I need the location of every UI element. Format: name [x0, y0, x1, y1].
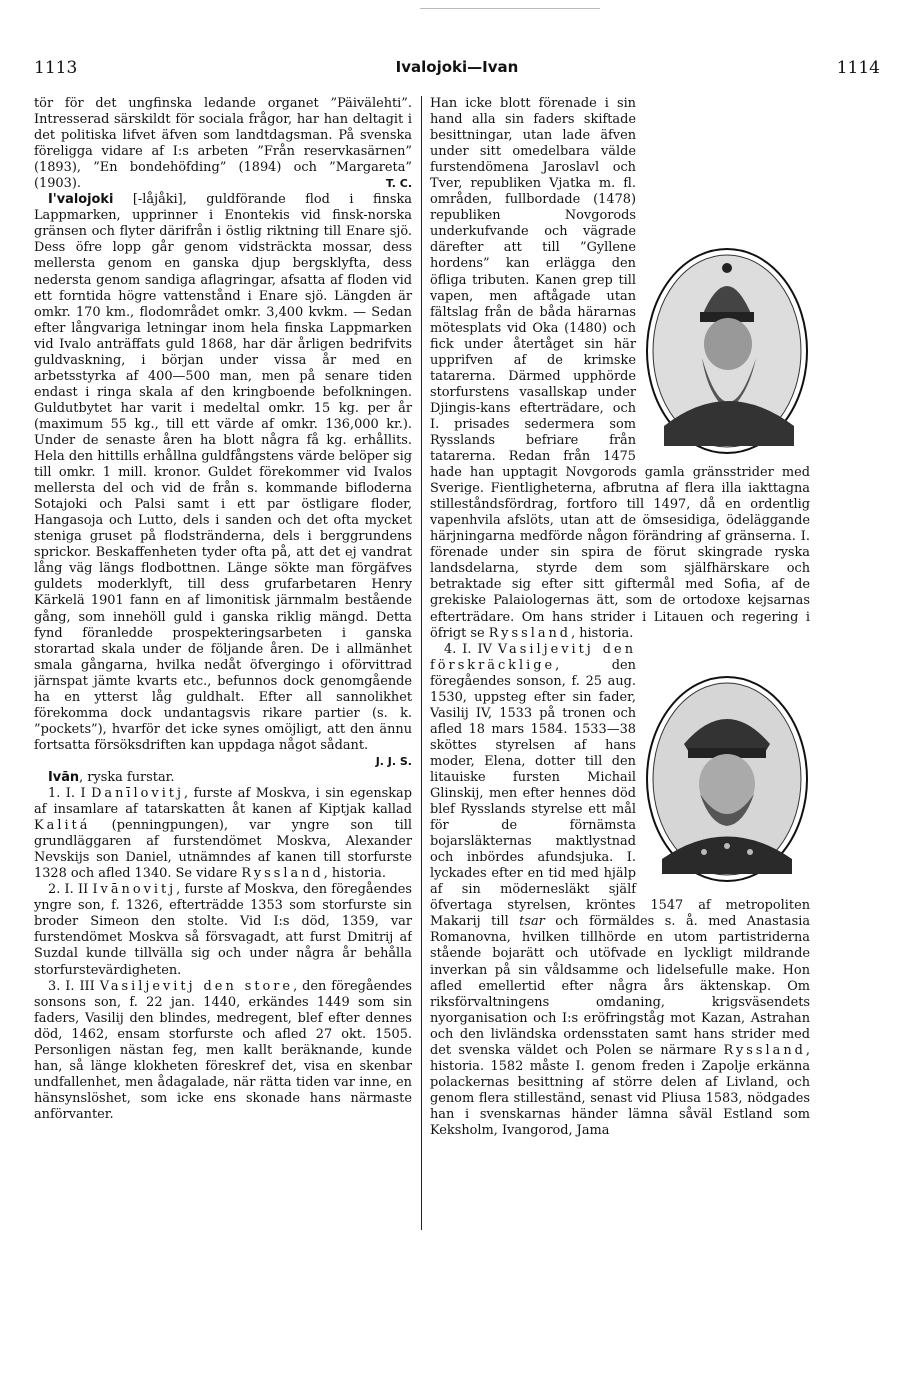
paragraph [430, 96, 810, 642]
subentry-name: Vasiljevitj den store [99, 978, 294, 994]
subentry-ivan-2 [34, 882, 412, 978]
portrait-engraving-icon [644, 246, 810, 456]
cross-reference: Ryssland [723, 1042, 806, 1058]
subentry-text: , furste af Moskva, i sin egenskap af insamlare af tatarskatten åt kanen af Kiptjak kallad [34, 786, 412, 818]
subentry-text: , den föregåendes sonson, f. 25 aug. 1530, uppsteg efter sin fader, Vasilij IV, 1533 på tronen och afled 18 mars 1584. 1533—38 sköttes styrelsen af hans moder, Elena, dotter till den litauiske fursten Michail Glinskij, men efter hennes död blef Rysslands styrelse ett mål för de förnämsta bojarsläkternas maktlystnad och inbördes afundsjuka. I. lyckades efter en tid med hjälp af sin mödernesläkt själf öfvertaga styrelsen, kröntes 1547 af metropoliten Makarij till [430, 657, 810, 930]
paragraph [34, 96, 412, 192]
cross-reference: Ryssland [488, 625, 572, 641]
running-head: Ivalojoki—Ivan [395, 58, 519, 76]
subentry-number: 2. I. II [48, 882, 93, 898]
right-column [430, 96, 810, 1236]
portrait-ivan-iv [644, 674, 810, 884]
author-signature: J. J. S. [375, 754, 412, 768]
entry-ivalojoki [34, 192, 412, 768]
entry-ivan [34, 770, 412, 786]
top-rule [420, 8, 600, 9]
portrait-engraving-icon [644, 674, 810, 884]
subentry-ivan-3 [34, 979, 412, 1123]
page-number-right: 1114 [836, 58, 880, 78]
subentry-ivan-1 [34, 786, 412, 882]
page-number-left: 1113 [34, 58, 78, 78]
headword: Ivān [48, 769, 80, 785]
subentry-number: 1. I. I [48, 786, 92, 802]
subentry-text: , furste af Moskva, den föregåendes yngre son, f. 1326, efterträdde 1353 som storfurste sin broder Simeon den stolte. Vid I:s död, 1359, var furstendömet Moskva så försvagadt, att furst Dmitrij af Suzdal kunde tillvälla sig och under några år behålla storfurstevärdigheten. [34, 882, 412, 978]
column-divider [421, 96, 422, 1230]
subentry-text: (penningpungen), var yngre son till grundläggaren af furstendömet Moskva, Alexander Nevskijs son Daniel, utnämndes af kanen till storfurste 1328 och afled 1340. Se vidare [34, 818, 412, 882]
subentry-text: och förmäldes s. å. med Anastasia Romanovna, hvilken tillhörde en utom partistriderna stående bojarätt och utöfvade en lyckligt mildrande inverkan på sin våldsamme och lidelsefulle make. Hon afled emellertid efter några års äktenskap. Om riksförvaltningens omdaning, krigsväsendets nyorganisation och I:s eröfringståg mot Kazan, Astrahan och den livländska ordensstaten samt hans strider med det svenska väldet och Polen se närmare [430, 914, 810, 1058]
italic-term: tsar [519, 914, 545, 930]
portrait-ivan-iii [644, 246, 810, 456]
cross-reference: Ryssland [241, 866, 324, 882]
subentry-number: 3. I. III [48, 978, 100, 994]
entry-text: [-låjåki], guldförande flod i finska Lappmarken, upprinner i Enontekis vid finsk-norska gränsen och flyter därifrån i östlig riktning till Enare sjö. Dess öfre lopp går genom vidsträckta mossar, dess mellersta genom en ganska djup bergsklyfta, dess nedersta genom sandiga aflagringar, afsatta af floden vid ett forntida högre vattenstånd i Enare sjö. Längden är omkr. 170 km., flodområdet omkr. 3,400 kvkm. — Sedan efter långvariga letningar inom hela finska Lappmarken vid Ivalo anträffats guld 1868, har där årligen bedrifvits guldvaskning, i början under vissa år med en arbetsstyrka af 400—500 man, men på senare tiden endast i ringa skala af den kringboende befolkningen. Guldutbytet har varit i medeltal omkr. 15 kg. per år (maximum 55 kg., till ett värde af omkr. 136,000 kr.). Under de senaste åren ha blott några få kg. erhållits. Hela den hittills erhållna guldfångstens värde belöper sig till omkr. 1 mill. kronor. Guldet förekommer vid Ivalos mellersta del och vid de från s. kommande bifloderna Sotajoki och Palsi samt i ett par östligare floder, Hangasoja och Lutto, dels i sanden och det ofta mycket steniga gruset på flodstränderna, dels i berggrundens sprickor. Beskaffenheten tyder ofta på, att det ej vandrat lång väg längs flodbottnen. Länge sökte man förgäfves guldets moderklyft, till dess grufarbetaren Henry Kärkelä 1901 fann en af limonitisk järnmalm bestående gång, som innehöll guld i ganska riklig mängd. Detta fynd föranledde prospekteringsarbeten i ganska storartad skala under de följande åren. De i allmänhet smala gångarna, hvilka nedåt öfvergingo i oförvittrad järnspat jämte kvarts etc., befunnos dock genomgående ha en ytterst låg guldhalt. Efter all sannolikhet förekomma dock undantagsvis rikare partier (s. k. ”pockets”), hvarför det icke synes omöjligt, att den ännu fortsatta försöksdriften kan uppdaga något sådant. [34, 192, 412, 753]
subentry-text: , historia. [323, 866, 386, 882]
subentry-name: Vasiljevitj den förskräcklige [430, 641, 636, 673]
subentry-text: , historia. 1582 måste I. genom freden i Zapolje erkänna polackernas besittning af större delen af Livland, och genom flera stilleständ, senast vid Pliusa 1583, nödgades han i svenskarnas händer lämna såväl Estland som Keksholm, Ivangorod, Jama [430, 1042, 810, 1138]
spaced-term: Kalitá [34, 818, 91, 834]
subentry-name: Danīlovitj [91, 786, 184, 802]
paragraph-text: tör för det ungfinska ledande organet ”Päivälehti”. Intresserad särskildt för sociala frågor, har han deltagit i det politiska lifvet äfven som landtdagsman. På svenska föreligga vidare af I:s arbeten ”Från reservkasärnen” (1893), ”En bondehöfding” (1894) och ”Margareta” (1903). [34, 96, 412, 192]
subentry-number: 4. I. IV [444, 641, 498, 657]
paragraph-text: Han icke blott förenade i sin hand alla sin faders skiftade besittningar, utan lade äfven under sitt omedelbara välde furstendömena Jaroslavl och Tver, republiken Vjatka m. fl. områden, fullbordade (1478) republiken Novgorods underkufvande och vägrade därefter att till ”Gyllene hordens” kan erlägga den öfliga tributen. Kanen grep till vapen, men aftågade utan fältslag från de båda härarnas mötesplats vid Oka (1480) och fick under återtåget sin här upprifven af de krimske tatarerna. Därmed upphörde storfurstens vasallskap under Djingis-kans efterträdare, och I. prisades sedermera som Rysslands befriare från tatarerna. Redan från 1475 hade han upptagit Novgorods gamla gränsstrider med Sverige. Fientligheterna, afbrutna af flera illa iakttagna stilleståndsfördrag, fortforo till 1497, då en ordentlig vapenhvila afslöts, utan att de ömsesidiga, ödeläggande härjningarna medförde någon förändring af gränserna. I. förenade under sin spira de förut skingrade ryska landsdelarna, styrde dem som själfhärskare och betraktade sig efter sitt giftermål med Sofia, af de grekiske Palaiologernas ätt, som de ortodoxe kejsarnas efterträdare. Om hans strider i Litauen och regering i öfrigt se [430, 96, 810, 641]
page-header [34, 58, 880, 82]
paragraph-text: , historia. [571, 625, 634, 641]
subentry-name: Ivānovitj [92, 882, 177, 898]
headword: I'valojoki [48, 192, 114, 208]
left-column [34, 96, 412, 1236]
author-signature: T. C. [385, 177, 412, 191]
subentry-text: , den föregåendes sonsons son, f. 22 jan. 1440, erkändes 1449 som sin faders, Vasilij den blindes, medregent, blef efter dennes död, 1462, ensam storfurste och afled 27 okt. 1505. Personligen nästan feg, men kallt beräknande, kunde han, så länge klokheten föreskref det, visa en skenbar undfallenhet, men ådagalade, när rätta tiden var inne, en hänsynslöshet, som icke ens skonade hans närmaste anförvanter. [34, 978, 412, 1122]
subentry-ivan-4 [430, 642, 810, 1139]
entry-text: , ryska furstar. [79, 769, 175, 785]
